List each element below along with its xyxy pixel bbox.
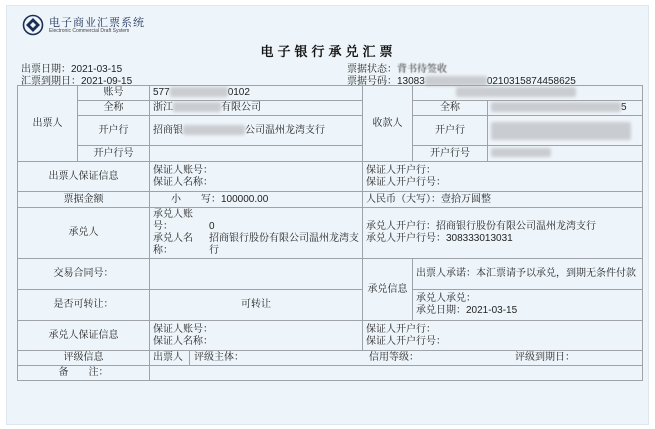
table-row (18, 351, 643, 366)
drawer-account-label: 账号 (78, 86, 150, 101)
table-row (18, 259, 643, 290)
drawer-bank-no-label: 开户行号 (78, 146, 150, 162)
drawer-guarantee-label: 出票人保证信息 (18, 162, 150, 192)
acceptor-guarantee-left (150, 321, 363, 351)
acceptance-detail (413, 290, 643, 321)
table-row (18, 162, 643, 192)
redaction-mask (491, 122, 631, 140)
payee-name-tail: 5 (621, 102, 627, 113)
drawer-guarantor-bank-no: 保证人开户行号： (366, 176, 446, 188)
amount-label: 票据金额 (18, 192, 150, 208)
acceptor-bank-no-label: 承兑人开户行号： (366, 233, 446, 244)
amount-big-value: 壹拾万圆整 (441, 193, 491, 205)
issue-date: 出票日期：2021-03-15 (21, 64, 123, 75)
table-row (18, 86, 643, 101)
acceptance-date: 承兑日期：2021-03-15 (416, 305, 518, 316)
payee-bank-label: 开户行 (413, 116, 488, 146)
payee-section-label: 收款人 (363, 86, 413, 162)
logo-name-en: Electronic Commercial Draft System (49, 27, 130, 34)
table-row (18, 208, 643, 259)
drawer-name-tail: 有限公司 (221, 102, 261, 113)
due-date: 汇票到期日：2021-09-15 (21, 76, 133, 87)
transferable-value: 可转让 (150, 290, 363, 321)
payee-name-value (488, 101, 643, 116)
acceptor-right (363, 208, 643, 259)
table-row (18, 366, 643, 381)
amount-small-label: 小 写： (171, 193, 221, 205)
acceptor-account-label: 承兑人账号： (153, 209, 193, 232)
drawer-name-value (150, 101, 363, 116)
table-row (18, 290, 643, 321)
bill-number-head: 票据号码：13083 (347, 76, 425, 87)
drawer-account-value (150, 86, 363, 101)
draft-page (6, 5, 649, 425)
amount-small (150, 192, 363, 208)
drawer-bank-no-value (150, 146, 363, 162)
drawer-name-label: 全称 (78, 101, 150, 116)
contract-label: 交易合同号： (18, 259, 150, 290)
bill-number-tail: 0210315874458625 (486, 76, 576, 87)
acceptor-label: 承兑人 (18, 208, 150, 259)
rating-label: 评级信息 (18, 351, 150, 366)
redaction-mask (170, 87, 228, 97)
redaction-mask (456, 87, 576, 97)
acceptance-label: 承兑信息 (363, 259, 413, 321)
bill-status-label: 票据状态： (347, 64, 397, 75)
redaction-mask (183, 125, 245, 135)
rating-row (150, 351, 643, 366)
rating-subject: 评级主体： (194, 352, 244, 363)
page-title: 电子银行承兑汇票 (260, 44, 397, 59)
drawer-guarantor-name: 保证人名称： (153, 176, 213, 188)
acceptor-account (153, 209, 359, 233)
acceptor-guarantor-account: 保证人账号： (153, 323, 213, 335)
drawer-bank-value (150, 116, 363, 146)
acceptor-bank (366, 221, 639, 233)
acceptor-guarantor-name: 保证人名称： (153, 335, 213, 347)
table-row (18, 116, 643, 146)
rating-due: 评级到期日： (515, 352, 575, 363)
rating-level: 信用等级： (369, 352, 419, 363)
payee-account-value (413, 86, 643, 101)
remark-value (150, 366, 643, 381)
transferable-label: 是否可转让： (18, 290, 150, 321)
acceptor-bank-value: 招商银行股份有限公司温州龙湾支行 (436, 221, 596, 232)
table-row (18, 321, 643, 351)
drawer-guarantee-left (150, 162, 363, 192)
payee-bank-value (488, 116, 643, 146)
contract-value (150, 259, 363, 290)
acceptor-guarantor-bank-no: 保证人开户行号： (366, 335, 446, 347)
logo-name-cn: 电子商业汇票系统 (49, 15, 145, 29)
drawer-account-tail: 0102 (227, 87, 250, 98)
draft-system-emblem-icon (21, 14, 45, 36)
acceptor-bank-no (366, 233, 639, 245)
drawer-guarantee-right (363, 162, 643, 192)
remark-label: 备 注： (18, 366, 150, 381)
acceptor-bank-label: 承兑人开户行： (366, 221, 436, 232)
draft-table (17, 85, 643, 381)
system-logo (21, 11, 145, 39)
drawer-name-head: 浙江 (153, 102, 173, 113)
drawer-bank-tail: 公司温州龙湾支行 (245, 124, 325, 136)
amount-small-value: 100000.00 (221, 193, 269, 205)
acceptor-name-value: 招商银行股份有限公司温州龙湾支行 (209, 233, 359, 256)
amount-big (363, 192, 643, 208)
drawer-guarantor-account: 保证人账号： (153, 164, 213, 176)
redaction-mask (491, 102, 621, 112)
acceptor-account-value: 0 (209, 221, 215, 232)
acceptor-guarantor-bank: 保证人开户行： (366, 323, 436, 335)
bill-status-value: 背书待签收 (397, 64, 447, 75)
table-row (18, 192, 643, 208)
drawer-bank-head: 招商银 (153, 124, 183, 136)
drawer-guarantor-bank: 保证人开户行： (366, 164, 436, 176)
redaction-mask (173, 102, 221, 112)
drawer-section-label: 出票人 (18, 86, 78, 162)
table-row (18, 146, 643, 162)
acceptor-bank-no-value: 308333013031 (446, 233, 513, 244)
acceptor-name-label: 承兑人名称： (153, 233, 193, 256)
amount-big-label: 人民币（大写）： (366, 193, 441, 205)
payee-bank-no-value (488, 146, 643, 162)
drawer-account-head: 577 (153, 87, 170, 98)
rating-party: 出票人 (150, 351, 190, 365)
acceptance-acceptor: 承兑人承兑： (416, 293, 476, 304)
payee-bank-no-label: 开户行号 (413, 146, 488, 162)
drawer-bank-label: 开户行 (78, 116, 150, 146)
redaction-mask (491, 148, 551, 157)
acceptor-left (150, 208, 363, 259)
acceptor-guarantee-right (363, 321, 643, 351)
acceptor-name (153, 233, 359, 257)
payee-name-label: 全称 (413, 101, 488, 116)
acceptance-promise: 出票人承诺：本汇票请予以承兑，到期无条件付款 (413, 259, 643, 290)
table-row (18, 101, 643, 116)
acceptor-guarantee-label: 承兑人保证信息 (18, 321, 150, 351)
